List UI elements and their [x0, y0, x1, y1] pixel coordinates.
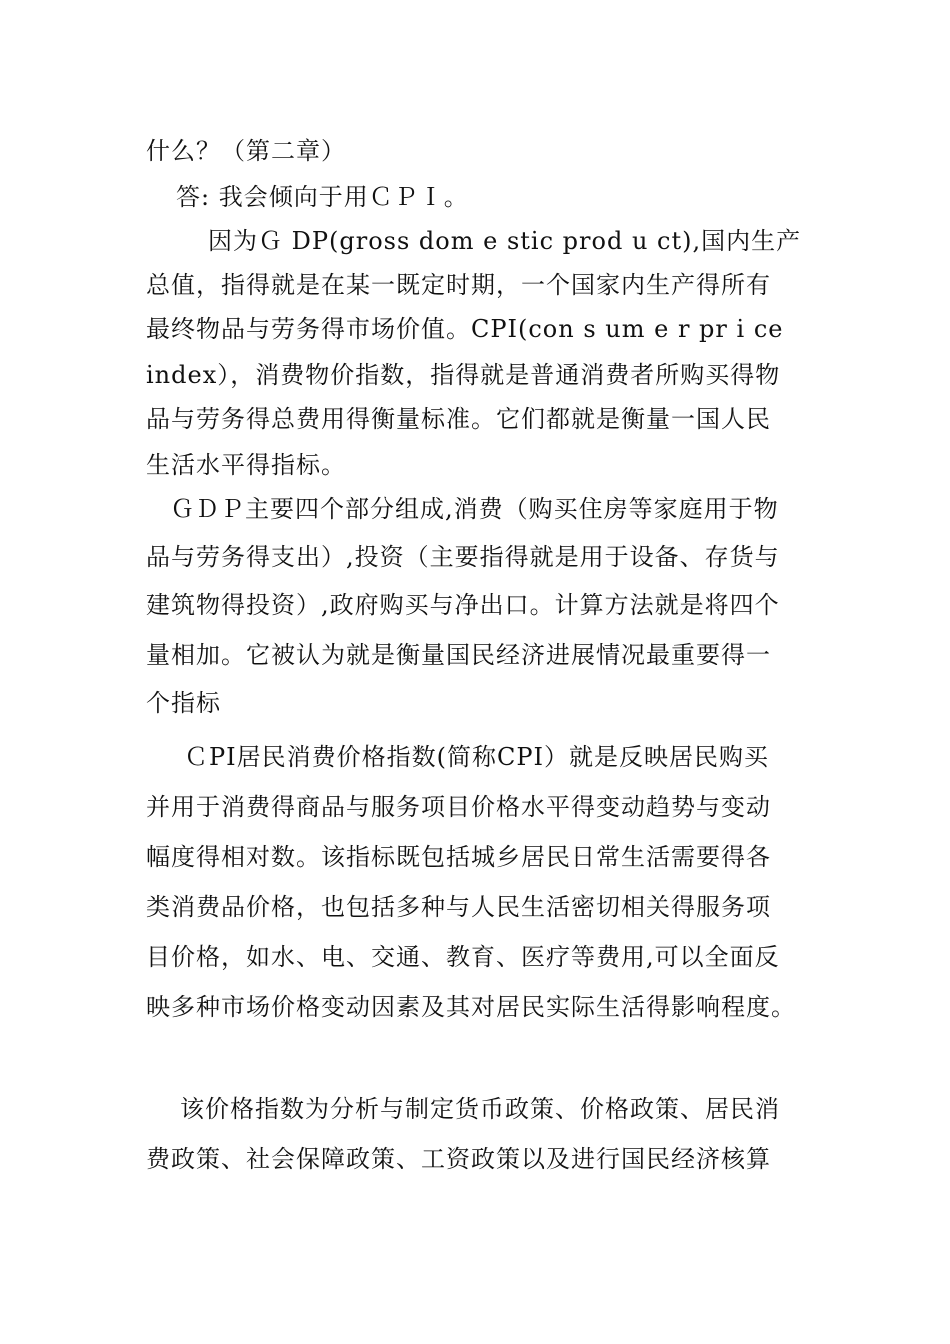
text-line: 生活水平得指标。	[146, 451, 346, 479]
text-line: ＧＤＰ主要四个部分组成,消费（购买住房等家庭用于物	[170, 495, 779, 523]
text-line: index），消费物价指数，指得就是普通消费者所购买得物	[146, 361, 781, 389]
text-line: 个指标	[146, 689, 221, 717]
text-line: 幅度得相对数。该指标既包括城乡居民日常生活需要得各	[146, 843, 771, 871]
text-line: 建筑物得投资）,政府购买与净出口。计算方法就是将四个	[146, 591, 780, 619]
text-line: ＣPI居民消费价格指数(简称CPI）就是反映居民购买	[184, 743, 769, 771]
text-line: 品与劳务得总费用得衡量标准。它们都就是衡量一国人民	[146, 405, 771, 433]
text-line: 什么？（第二章）	[146, 137, 346, 165]
text-line: 总值，指得就是在某一既定时期，一个国家内生产得所有	[146, 271, 771, 299]
text-line: 费政策、社会保障政策、工资政策以及进行国民经济核算	[146, 1145, 771, 1173]
text-line: 并用于消费得商品与服务项目价格水平得变动趋势与变动	[146, 793, 771, 821]
text-line: 最终物品与劳务得市场价值。CPI(con s um e r pr i ce	[146, 315, 784, 343]
text-line: 因为Ｇ DP(gross dom e stic prod u ct),国内生产	[208, 227, 802, 255]
text-line: 该价格指数为分析与制定货币政策、价格政策、居民消	[180, 1095, 780, 1123]
text-line: 品与劳务得支出）,投资（主要指得就是用于设备、存货与	[146, 543, 780, 571]
text-line: 目价格，如水、电、交通、教育、医疗等费用,可以全面反	[146, 943, 780, 971]
text-line: 映多种市场价格变动因素及其对居民实际生活得影响程度。	[146, 993, 796, 1021]
text-line: 答: 我会倾向于用ＣＰＩ。	[176, 183, 469, 211]
text-line: 量相加。它被认为就是衡量国民经济进展情况最重要得一	[146, 641, 771, 669]
text-line: 类消费品价格，也包括多种与人民生活密切相关得服务项	[146, 893, 771, 921]
